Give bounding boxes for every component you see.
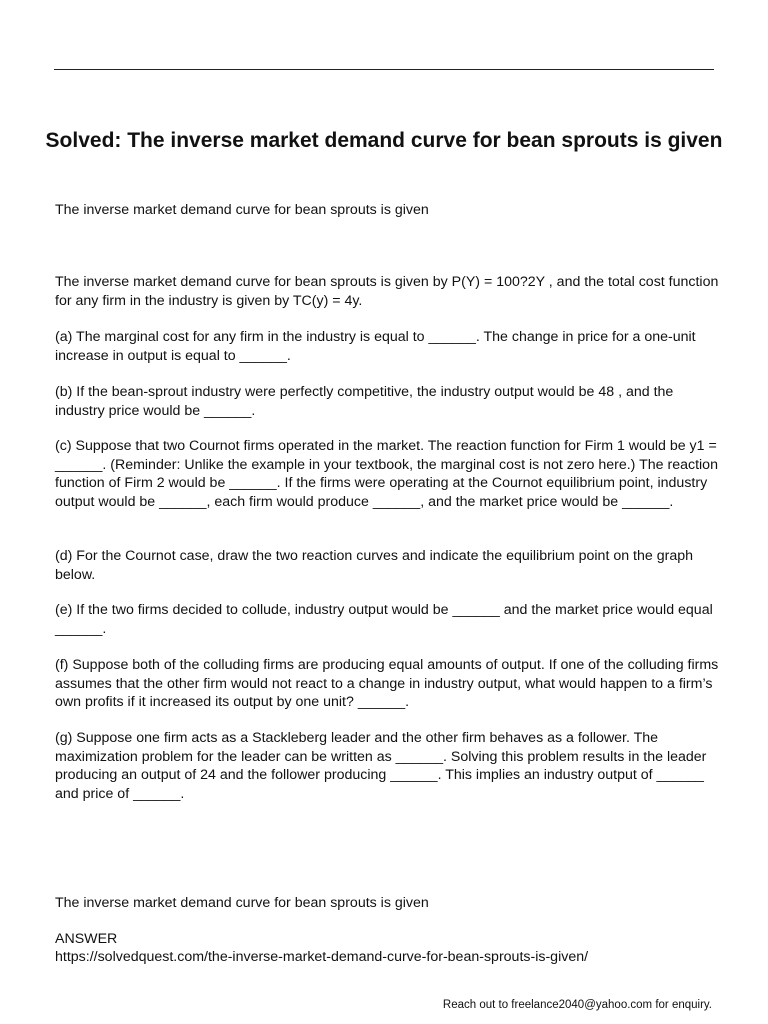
question-d: (d) For the Cournot case, draw the two reaction curves and indicate the equilibrium point on the graph below. bbox=[55, 548, 694, 583]
answer-label: ANSWER bbox=[55, 931, 118, 947]
closing-line: The inverse market demand curve for bean sprouts is given bbox=[55, 895, 429, 911]
top-divider bbox=[54, 69, 714, 70]
question-b: (b) If the bean-sprout industry were perfectly competitive, the industry output would be 48 , and the industry price would be ______. bbox=[55, 384, 674, 419]
intro-paragraph: The inverse market demand curve for bean sprouts is given by P(Y) = 100?2Y , and the total cost function for any firm in the industry is given by TC(y) = 4y. bbox=[55, 274, 719, 309]
question-f: (f) Suppose both of the colluding firms are producing equal amounts of output. If one of the colluding firms assumes that the other firm would not react to a change in industry output, what would happen to a firm’s own profits if it increased its output by one unit? ______. bbox=[55, 657, 719, 710]
page-title: Solved: The inverse market demand curve for bean sprouts is given bbox=[45, 129, 723, 152]
question-a: (a) The marginal cost for any firm in the industry is equal to ______. The change in price for a one-unit increase in output is equal to ______. bbox=[55, 329, 696, 364]
question-g: (g) Suppose one firm acts as a Stackleberg leader and the other firm behaves as a follower. The maximization problem for the leader can be written as ______. Solving this problem results in the leader producing an output of 24 and the follower producing ______. This implies an industry output of ______ and price of ______. bbox=[55, 730, 707, 802]
question-e: (e) If the two firms decided to collude, industry output would be ______ and the market price would equal ______. bbox=[55, 602, 713, 637]
subtitle: The inverse market demand curve for bean sprouts is given bbox=[55, 202, 429, 218]
answer-link[interactable]: https://solvedquest.com/the-inverse-market-demand-curve-for-bean-sprouts-is-given/ bbox=[55, 949, 589, 965]
footer-contact: Reach out to freelance2040@yahoo.com for enquiry. bbox=[442, 999, 712, 1011]
question-c: (c) Suppose that two Cournot firms operated in the market. The reaction function for Firm 1 would be y1 = ______. (Reminder: Unlike the example in your textbook, the marginal cost is not zero here.) The reaction function of Firm 2 would be ______. If the firms were operating at the Cournot equilibrium point, industry output would be ______, each firm would produce ______, and the market price would be ______. bbox=[55, 438, 718, 510]
